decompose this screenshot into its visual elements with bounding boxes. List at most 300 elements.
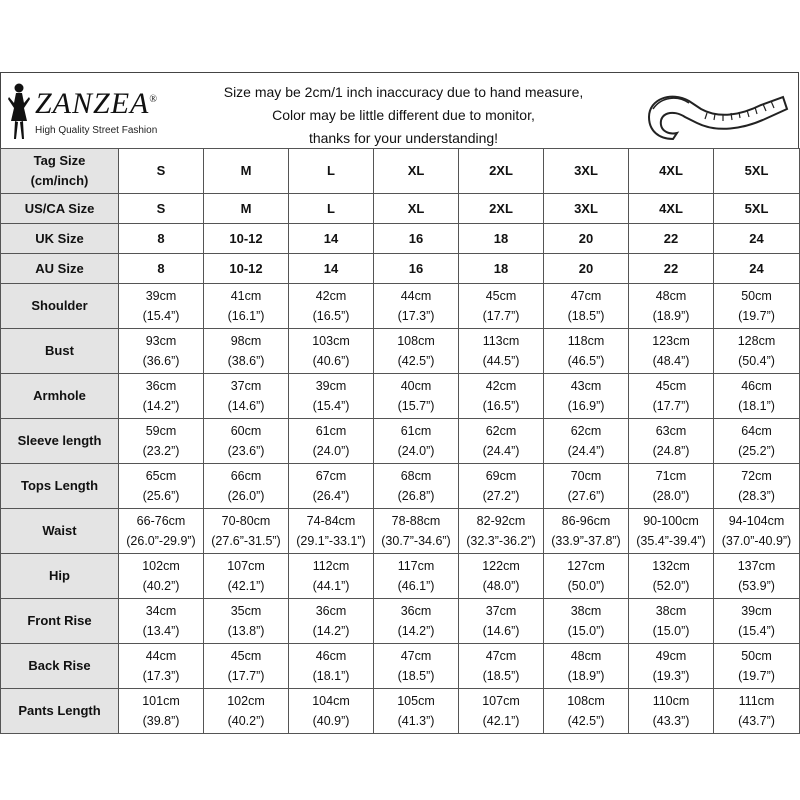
cm-value: 90-100cm — [643, 514, 699, 528]
inch-value: (14.2”) — [142, 399, 180, 413]
inch-value: (24.8”) — [652, 444, 690, 458]
inch-value: (17.3”) — [142, 669, 180, 683]
inch-value: (13.4”) — [142, 624, 180, 638]
inch-value: (41.3”) — [397, 714, 435, 728]
size-cell: 2XL — [459, 149, 544, 194]
measurement-cell — [119, 284, 204, 329]
inch-value: (43.3”) — [652, 714, 690, 728]
cm-value: 61cm — [315, 424, 347, 438]
cm-value: 48cm — [570, 649, 602, 663]
size-cell: 3XL — [544, 149, 629, 194]
cm-value: 43cm — [570, 379, 602, 393]
inch-value: (27.6”-31.5”) — [211, 534, 281, 548]
cm-value: 41cm — [230, 289, 262, 303]
measurement-cell — [629, 329, 714, 374]
size-cell: S — [119, 194, 204, 224]
measurement-cell — [289, 689, 374, 734]
inch-value: (15.4”) — [738, 624, 775, 638]
cm-value: 111cm — [738, 694, 775, 708]
measurement-cell — [459, 464, 544, 509]
row-label: Waist — [1, 509, 119, 554]
row-label: Armhole — [1, 374, 119, 419]
inch-value: (16.5”) — [482, 399, 520, 413]
inch-value: (26.0”) — [227, 489, 265, 503]
cm-value: 44cm — [400, 289, 432, 303]
row-label: Tag Size (cm/inch) — [1, 149, 119, 194]
size-cell: 5XL — [714, 149, 800, 194]
row-label: Pants Length — [1, 689, 119, 734]
inch-value: (18.5”) — [567, 309, 605, 323]
cm-value: 74-84cm — [306, 514, 356, 528]
cm-value: 50cm — [741, 289, 772, 303]
measurement-cell — [459, 374, 544, 419]
cm-value: 34cm — [145, 604, 177, 618]
measurement-cell — [374, 599, 459, 644]
size-cell: 4XL — [629, 149, 714, 194]
inch-value: (17.7”) — [652, 399, 690, 413]
row-label: US/CA Size — [1, 194, 119, 224]
inch-value: (15.0”) — [652, 624, 690, 638]
row-label: AU Size — [1, 254, 119, 284]
measurement-cell — [714, 329, 800, 374]
size-cell: 2XL — [459, 194, 544, 224]
inch-value: (46.1”) — [397, 579, 435, 593]
cm-value: 102cm — [227, 694, 265, 708]
cm-value: 98cm — [230, 334, 262, 348]
measurement-row — [1, 689, 800, 734]
cm-value: 108cm — [397, 334, 435, 348]
size-cell: L — [289, 149, 374, 194]
size-cell: 10-12 — [204, 224, 289, 254]
row-label: Hip — [1, 554, 119, 599]
size-cell: L — [289, 194, 374, 224]
size-cell: 22 — [629, 254, 714, 284]
inch-value: (40.9”) — [312, 714, 350, 728]
inch-value: (48.4”) — [652, 354, 690, 368]
cm-value: 47cm — [485, 649, 517, 663]
inch-value: (25.2”) — [738, 444, 775, 458]
measurement-cell — [629, 374, 714, 419]
cm-value: 38cm — [655, 604, 687, 618]
cm-value: 105cm — [397, 694, 435, 708]
inch-value: (27.6”) — [567, 489, 605, 503]
measurement-cell — [629, 554, 714, 599]
measurement-row — [1, 554, 800, 599]
inch-value: (40.2”) — [227, 714, 265, 728]
cm-value: 108cm — [567, 694, 605, 708]
cm-value: 102cm — [142, 559, 180, 573]
inch-value: (26.4”) — [312, 489, 350, 503]
brand-logo — [5, 81, 205, 145]
measurement-cell — [374, 419, 459, 464]
row-label: Shoulder — [1, 284, 119, 329]
cm-value: 47cm — [570, 289, 602, 303]
size-cell: 14 — [289, 224, 374, 254]
cm-value: 42cm — [315, 289, 347, 303]
measurement-cell — [374, 509, 459, 554]
cm-value: 112cm — [312, 559, 350, 573]
inch-value: (48.0”) — [482, 579, 520, 593]
size-cell: 18 — [459, 224, 544, 254]
measurement-cell — [204, 689, 289, 734]
cm-value: 62cm — [485, 424, 517, 438]
measurement-cell — [289, 509, 374, 554]
size-cell: 8 — [119, 254, 204, 284]
row-label: Front Rise — [1, 599, 119, 644]
cm-value: 66cm — [230, 469, 262, 483]
size-row — [1, 254, 800, 284]
measurement-row — [1, 374, 800, 419]
notice-line: thanks for your understanding! — [308, 130, 499, 146]
cm-value: 137cm — [737, 559, 776, 573]
inch-value: (14.6”) — [227, 399, 265, 413]
cm-value: 107cm — [227, 559, 265, 573]
measurement-cell — [544, 284, 629, 329]
inch-value: (40.2”) — [142, 579, 180, 593]
cm-value: 47cm — [400, 649, 432, 663]
cm-value: 67cm — [315, 469, 347, 483]
measurement-cell — [289, 419, 374, 464]
notice-line: Color may be little different due to monitor, — [272, 107, 535, 123]
measurement-cell — [629, 509, 714, 554]
cm-value: 103cm — [312, 334, 350, 348]
size-cell: XL — [374, 194, 459, 224]
cm-value: 45cm — [230, 649, 262, 663]
row-label: UK Size — [1, 224, 119, 254]
chart-header — [0, 72, 799, 148]
measurement-cell — [544, 689, 629, 734]
size-table — [0, 148, 800, 734]
inch-value: (18.5”) — [482, 669, 520, 683]
measurement-row — [1, 419, 800, 464]
cm-value: 36cm — [400, 604, 432, 618]
cm-value: 78-88cm — [391, 514, 441, 528]
inch-value: (37.0”-40.9”) — [721, 534, 792, 548]
measurement-cell — [459, 554, 544, 599]
size-rows — [1, 149, 800, 284]
size-cell: 20 — [544, 254, 629, 284]
measurement-cell — [204, 509, 289, 554]
inch-value: (16.1”) — [227, 309, 265, 323]
size-cell: 16 — [374, 254, 459, 284]
measurement-row — [1, 464, 800, 509]
inch-value: (40.6”) — [312, 354, 350, 368]
measurement-cell — [204, 419, 289, 464]
measurement-cell — [544, 464, 629, 509]
inch-value: (42.1”) — [227, 579, 265, 593]
measurement-cell — [544, 644, 629, 689]
cm-value: 59cm — [145, 424, 177, 438]
cm-value: 61cm — [400, 424, 432, 438]
cm-value: 65cm — [145, 469, 177, 483]
measurement-cell — [119, 329, 204, 374]
inch-value: (17.3”) — [397, 309, 435, 323]
size-cell: 20 — [544, 224, 629, 254]
measurement-cell — [374, 554, 459, 599]
inch-value: (46.5”) — [567, 354, 605, 368]
size-cell: XL — [374, 149, 459, 194]
measurement-cell — [544, 419, 629, 464]
cm-value: 45cm — [485, 289, 517, 303]
cm-value: 69cm — [485, 469, 517, 483]
measurement-cell — [204, 644, 289, 689]
cm-value: 86-96cm — [561, 514, 611, 528]
inch-value: (15.4”) — [142, 309, 180, 323]
inch-value: (38.6”) — [227, 354, 265, 368]
cm-value: 122cm — [482, 559, 520, 573]
measurement-rows — [1, 284, 800, 734]
woman-silhouette-icon — [5, 81, 33, 141]
measurement-cell — [119, 374, 204, 419]
measurement-cell — [289, 284, 374, 329]
cm-value: 128cm — [737, 334, 776, 348]
inch-value: (26.8”) — [397, 489, 435, 503]
inch-value: (42.5”) — [397, 354, 435, 368]
cm-value: 42cm — [485, 379, 517, 393]
size-row — [1, 194, 800, 224]
size-cell: 3XL — [544, 194, 629, 224]
size-cell: 10-12 — [204, 254, 289, 284]
inch-value: (24.4”) — [567, 444, 605, 458]
measurement-cell — [714, 644, 800, 689]
inch-value: (28.0”) — [652, 489, 690, 503]
inch-value: (24.0”) — [397, 444, 435, 458]
inch-value: (18.1”) — [312, 669, 350, 683]
cm-value: 46cm — [315, 649, 347, 663]
measurement-cell — [289, 554, 374, 599]
measurement-cell — [204, 464, 289, 509]
measurement-cell — [119, 644, 204, 689]
measurement-cell — [459, 599, 544, 644]
measurement-row — [1, 509, 800, 554]
measurement-cell — [714, 419, 800, 464]
size-row — [1, 149, 800, 194]
cm-value: 104cm — [312, 694, 350, 708]
inch-value: (44.1”) — [312, 579, 350, 593]
measurement-cell — [374, 374, 459, 419]
measurement-cell — [544, 374, 629, 419]
cm-value: 50cm — [741, 649, 772, 663]
cm-value: 39cm — [315, 379, 347, 393]
measurement-cell — [629, 419, 714, 464]
measurement-cell — [119, 464, 204, 509]
measurement-notice — [206, 81, 601, 150]
inch-value: (35.4”-39.4”) — [636, 534, 706, 548]
inch-value: (50.0”) — [567, 579, 605, 593]
measurement-cell — [714, 554, 800, 599]
inch-value: (13.8”) — [227, 624, 265, 638]
measurement-cell — [714, 464, 800, 509]
size-cell: 8 — [119, 224, 204, 254]
inch-value: (30.7”-34.6”) — [381, 534, 451, 548]
measurement-cell — [204, 554, 289, 599]
measurement-cell — [119, 419, 204, 464]
inch-value: (27.2”) — [482, 489, 520, 503]
measurement-cell — [119, 599, 204, 644]
measurement-row — [1, 329, 800, 374]
inch-value: (16.5”) — [312, 309, 350, 323]
inch-value: (39.8”) — [142, 714, 180, 728]
inch-value: (17.7”) — [227, 669, 265, 683]
size-chart — [0, 72, 799, 734]
inch-value: (19.7”) — [738, 309, 775, 323]
cm-value: 48cm — [655, 289, 687, 303]
cm-value: 94-104cm — [728, 514, 785, 528]
cm-value: 36cm — [145, 379, 177, 393]
measurement-cell — [374, 644, 459, 689]
cm-value: 68cm — [400, 469, 432, 483]
inch-value: (36.6”) — [142, 354, 180, 368]
inch-value: (15.0”) — [567, 624, 605, 638]
size-cell: S — [119, 149, 204, 194]
inch-value: (29.1”-33.1”) — [296, 534, 366, 548]
measurement-cell — [629, 464, 714, 509]
inch-value: (32.3”-36.2”) — [466, 534, 536, 548]
cm-value: 113cm — [482, 334, 520, 348]
cm-value: 38cm — [570, 604, 602, 618]
size-cell: 5XL — [714, 194, 800, 224]
measurement-cell — [714, 509, 800, 554]
cm-value: 60cm — [230, 424, 262, 438]
measurement-cell — [459, 419, 544, 464]
measurement-cell — [714, 599, 800, 644]
measurement-cell — [459, 284, 544, 329]
cm-value: 37cm — [485, 604, 517, 618]
measurement-cell — [289, 599, 374, 644]
cm-value: 40cm — [400, 379, 432, 393]
measurement-cell — [374, 284, 459, 329]
inch-value: (23.2”) — [142, 444, 180, 458]
inch-value: (26.0”-29.9”) — [126, 534, 196, 548]
cm-value: 66-76cm — [136, 514, 186, 528]
inch-value: (18.5”) — [397, 669, 435, 683]
measurement-cell — [204, 374, 289, 419]
cm-value: 62cm — [570, 424, 602, 438]
inch-value: (23.6”) — [227, 444, 265, 458]
cm-value: 110cm — [652, 694, 690, 708]
brand-name: ZANZEA® — [35, 87, 158, 120]
inch-value: (18.1”) — [738, 399, 775, 413]
inch-value: (15.4”) — [312, 399, 350, 413]
inch-value: (44.5”) — [482, 354, 520, 368]
inch-value: (14.6”) — [482, 624, 520, 638]
size-row — [1, 224, 800, 254]
cm-value: 132cm — [652, 559, 690, 573]
inch-value: (28.3”) — [738, 489, 775, 503]
measurement-cell — [289, 644, 374, 689]
measurement-cell — [544, 329, 629, 374]
inch-value: (14.2”) — [312, 624, 350, 638]
notice-line: Size may be 2cm/1 inch inaccuracy due to hand measure, — [223, 84, 584, 100]
measurement-cell — [544, 509, 629, 554]
row-label: Bust — [1, 329, 119, 374]
row-label: Sleeve length — [1, 419, 119, 464]
inch-value: (19.7”) — [738, 669, 775, 683]
size-cell: 18 — [459, 254, 544, 284]
cm-value: 46cm — [741, 379, 772, 393]
size-cell: 14 — [289, 254, 374, 284]
cm-value: 45cm — [655, 379, 687, 393]
inch-value: (52.0”) — [652, 579, 690, 593]
row-label: Back Rise — [1, 644, 119, 689]
inch-value: (53.9”) — [738, 579, 775, 593]
size-cell: M — [204, 194, 289, 224]
measurement-cell — [544, 554, 629, 599]
cm-value: 39cm — [145, 289, 177, 303]
row-label: Tops Length — [1, 464, 119, 509]
inch-value: (43.7”) — [738, 714, 775, 728]
cm-value: 37cm — [230, 379, 262, 393]
cm-value: 70-80cm — [221, 514, 271, 528]
measurement-cell — [459, 329, 544, 374]
cm-value: 70cm — [570, 469, 602, 483]
inch-value: (18.9”) — [652, 309, 690, 323]
measurement-cell — [459, 509, 544, 554]
measurement-cell — [374, 689, 459, 734]
cm-value: 117cm — [397, 559, 435, 573]
measurement-cell — [374, 464, 459, 509]
size-cell: 16 — [374, 224, 459, 254]
measurement-cell — [629, 644, 714, 689]
measurement-cell — [374, 329, 459, 374]
measurement-cell — [459, 644, 544, 689]
size-cell: 24 — [714, 254, 800, 284]
inch-value: (50.4”) — [738, 354, 775, 368]
brand-tagline: High Quality Street Fashion — [35, 125, 158, 136]
cm-value: 36cm — [315, 604, 347, 618]
measurement-row — [1, 644, 800, 689]
measurement-cell — [629, 599, 714, 644]
inch-value: (14.2”) — [397, 624, 435, 638]
measurement-cell — [289, 374, 374, 419]
inch-value: (33.9”-37.8”) — [551, 534, 621, 548]
inch-value: (18.9”) — [567, 669, 605, 683]
inch-value: (42.1”) — [482, 714, 520, 728]
measurement-cell — [714, 689, 800, 734]
measurement-row — [1, 599, 800, 644]
cm-value: 123cm — [652, 334, 690, 348]
measurement-row — [1, 284, 800, 329]
size-cell: 22 — [629, 224, 714, 254]
size-cell: 24 — [714, 224, 800, 254]
measurement-cell — [544, 599, 629, 644]
cm-value: 35cm — [230, 604, 262, 618]
inch-value: (42.5”) — [567, 714, 605, 728]
measurement-cell — [204, 284, 289, 329]
inch-value: (24.0”) — [312, 444, 350, 458]
cm-value: 49cm — [655, 649, 687, 663]
cm-value: 107cm — [482, 694, 520, 708]
inch-value: (17.7”) — [482, 309, 520, 323]
inch-value: (15.7”) — [397, 399, 435, 413]
measurement-cell — [119, 509, 204, 554]
inch-value: (24.4”) — [482, 444, 520, 458]
measuring-tape-icon — [641, 79, 791, 143]
measurement-cell — [119, 554, 204, 599]
cm-value: 44cm — [145, 649, 177, 663]
measurement-cell — [629, 689, 714, 734]
cm-value: 71cm — [655, 469, 687, 483]
measurement-cell — [629, 284, 714, 329]
cm-value: 39cm — [741, 604, 772, 618]
cm-value: 82-92cm — [476, 514, 526, 528]
cm-value: 118cm — [567, 334, 605, 348]
inch-value: (19.3”) — [652, 669, 690, 683]
measurement-cell — [714, 374, 800, 419]
measurement-cell — [714, 284, 800, 329]
inch-value: (25.6”) — [142, 489, 180, 503]
cm-value: 93cm — [145, 334, 177, 348]
